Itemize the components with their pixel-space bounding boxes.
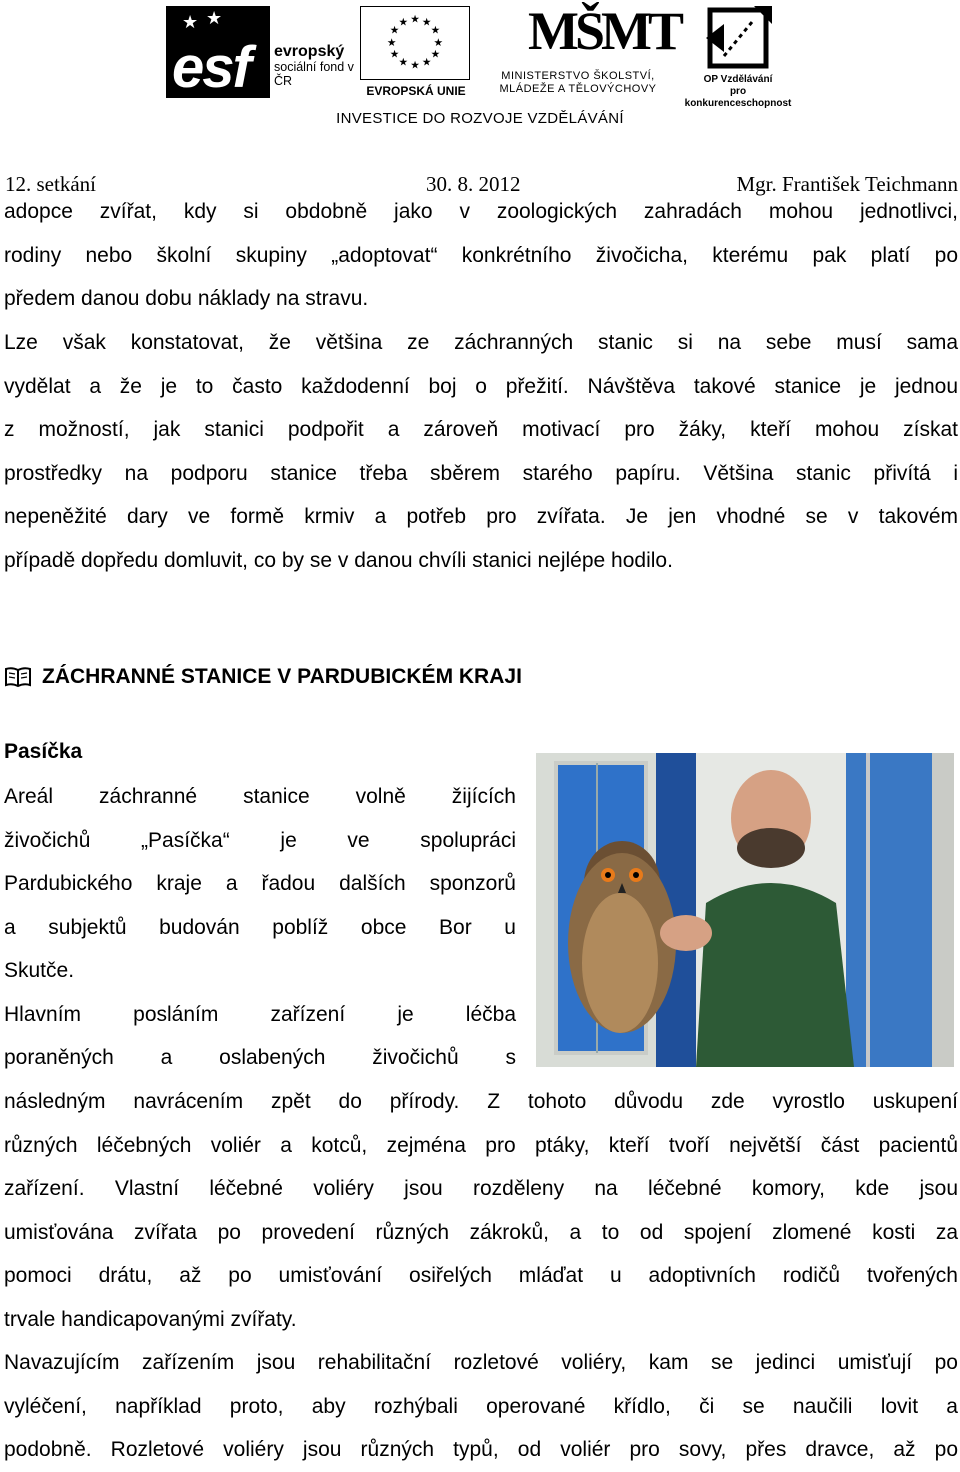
paragraph-pasicka-intro: Areál záchranné stanice volně žijících živočichů „Pasíčka“ je ve spolupráci Pardubického kraje a řadou dalších sponzorů a subjektů budován poblíž obce Bor u Skutče. Hlavním posláním zařízení je léčba poraněných a oslabených živočichů s: [4, 785, 516, 1069]
svg-text:★: ★: [430, 23, 441, 37]
svg-text:★: ★: [389, 47, 400, 61]
svg-text:★: ★: [398, 15, 409, 29]
paragraph-pasicka-mission: následným navrácením zpět do přírody. Z tohoto důvodu zde vyrostlo uskupení různých léčebných voliér a kotců, zejména pro ptáky, kteří tvoří největší část pacientů zařízení. Vlastní léčebné voliéry jsou rozděleny na léčebné komory, kde jsou umisťována zvířata po provedení různých zákroků, a to od spojení zlomené kosti za pomoci drátu, až po umisťování osiřelých mláďat u adoptivních rodičů tvořených trvale handicapovanými zvířaty.: [4, 1090, 958, 1331]
book-icon: [4, 666, 32, 688]
svg-text:★: ★: [389, 23, 400, 37]
esf-logo: ★ ★ esf evropský sociální fond v ČR: [166, 6, 352, 98]
eu-flag-icon: [360, 6, 470, 80]
svg-text:★: ★: [421, 55, 432, 69]
owl-keeper-photo: [536, 753, 954, 1067]
eu-logo: ★ ★ ★ ★ ★ ★ ★ ★ ★ ★ ★ ★ EVROPSKÁ UNIE: [360, 6, 472, 98]
tagline: INVESTICE DO ROZVOJE VZDĚLÁVÁNÍ: [336, 110, 624, 127]
date-label: 30. 8. 2012: [426, 172, 521, 196]
logo-banner: [0, 0, 960, 140]
op-emblem-icon: [704, 4, 774, 72]
paragraph-financing: Lze však konstatovat, že většina ze záchranných stanic si na sebe musí sama vydělat a že je to často každodenní boj o přežití. Návštěva takové stanice je jednou z možností, jak stanici podpořit a zároveň motivací pro žáky, kteří mohou získat prostředky na podporu stanice třeba sběrem starého papíru. Většina stanic přivítá i nepeněžité dary ve formě krmiv a potřeb pro zvířata. Je jen vhodné se v takovém případě dopředu domluvit, co by se v danou chvíli stanici nejlépe hodilo.: [4, 331, 958, 572]
svg-text:★: ★: [430, 47, 441, 61]
op-logo: OP Vzdělávání pro konkurenceschopnost: [676, 4, 800, 98]
svg-text:★: ★: [386, 35, 397, 49]
svg-text:★: ★: [421, 15, 432, 29]
paragraph-rehabilitation: Navazujícím zařízením jsou rehabilitační rozletové voliéry, kam se jedinci umisťují po vyléčení, například proto, aby rozhýbali operované křídlo, či se naučili lovit a podobně. Rozletové voliéry jsou různých typů, od voliér pro sovy, přes dravce, až po: [4, 1351, 958, 1461]
svg-text:★: ★: [433, 35, 444, 49]
section-title: ZÁCHRANNÉ STANICE V PARDUBICKÉM KRAJI: [4, 663, 522, 691]
author-label: Mgr. František Teichmann: [736, 172, 958, 196]
svg-text:★: ★: [410, 58, 420, 72]
msmt-logo: MŠMT MINISTERSTVO ŠKOLSTVÍ, MLÁDEŽE A TĚLOVÝCHOVY: [499, 1, 680, 95]
paragraph-adoption: adopce zvířat, kdy si obdobně jako v zoologických zahradách mohou jednotlivci, rodiny nebo školní skupiny „adoptovat“ konkrétního živočicha, kterému pak platí po předem danou dobu náklady na stravu.: [4, 200, 958, 310]
svg-text:★: ★: [398, 55, 409, 69]
svg-text:★: ★: [410, 12, 420, 26]
subheading: Pasíčka: [4, 740, 83, 763]
meeting-label: 12. setkání: [5, 172, 96, 196]
